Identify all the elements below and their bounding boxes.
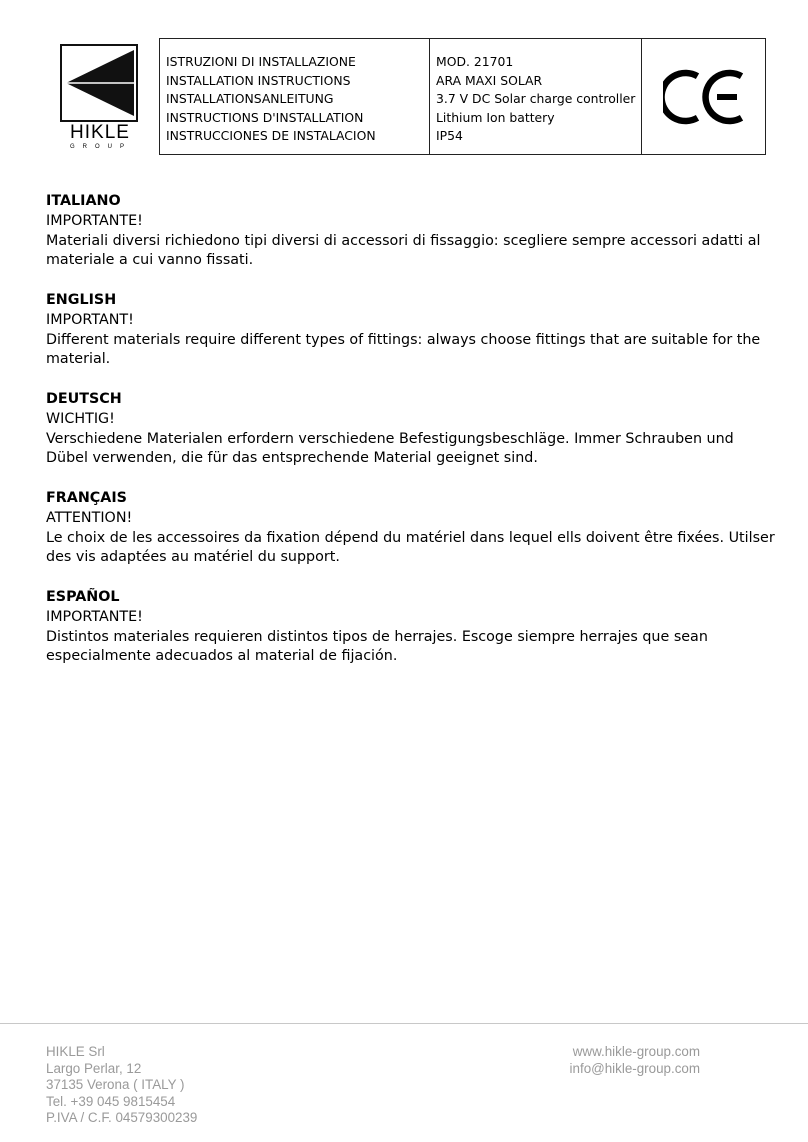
section-language: ITALIANO: [46, 193, 121, 209]
footer-divider: [0, 1023, 808, 1024]
logo-wordmark: HIKLE: [70, 122, 130, 143]
section-warning: ATTENTION!: [46, 509, 133, 526]
footer-phone: Tel. +39 045 9815454: [46, 1093, 176, 1109]
title-german: INSTALLATIONSANLEITUNG: [166, 91, 334, 106]
footer-email-link[interactable]: info@hikle-group.com: [569, 1060, 700, 1076]
footer-company: HIKLE Srl: [46, 1044, 105, 1059]
section-italiano: [46, 192, 776, 271]
section-language: ENGLISH: [46, 291, 117, 308]
section-text: Verschiedene Materialen erfordern verschiedene Befestigungsbeschläge. Immer Schrauben und Dübel verwenden, die für das entsprechende Material geeignet sind.: [46, 430, 734, 467]
section-text: Materiali diversi richiedono tipi diversi di accessori di fissaggio: scegliere sempre accessori adatti al materiale a cui vanno fissati.: [46, 232, 761, 269]
section-text: Le choix de les accessoires da fixation dépend du matériel dans lequel ells doivent être fixées. Utilser des vis adaptées au matériel du support.: [46, 529, 775, 566]
section-warning: IMPORTANTE!: [46, 608, 143, 625]
instruction-titles-cell: [160, 39, 430, 154]
footer-address: [46, 1044, 197, 1127]
ce-mark-icon: [663, 66, 745, 128]
title-french: INSTRUCTIONS D'INSTALLATION: [166, 109, 364, 125]
footer-contacts: [570, 1044, 700, 1077]
footer-street: Largo Perlar, 12: [46, 1060, 142, 1076]
section-deutsch: [46, 390, 776, 469]
instructions-content: [46, 192, 776, 687]
battery-type: Lithium Ion battery: [436, 109, 555, 125]
section-warning: IMPORTANT!: [46, 311, 134, 328]
section-text: Distintos materiales requieren distintos tipos de herrajes. Escoge siempre herrajes que sean especialmente adecuados al material de fijación.: [46, 628, 708, 665]
company-logo: [60, 44, 140, 152]
header-info-table: [159, 38, 766, 155]
logo-triangle-icon: [62, 46, 136, 120]
section-warning: IMPORTANTE!: [46, 212, 143, 229]
section-language: ESPAÑOL: [46, 588, 120, 605]
section-francais: [46, 489, 776, 568]
section-warning: WICHTIG!: [46, 410, 115, 427]
product-name: ARA MAXI SOLAR: [436, 72, 543, 88]
section-espanol: [46, 588, 776, 667]
model-info-cell: [430, 39, 642, 154]
logo-emblem: [60, 44, 138, 122]
footer-vat: P.IVA / C.F. 04579300239: [46, 1110, 198, 1125]
title-italian: ISTRUZIONI DI INSTALLAZIONE: [166, 54, 356, 69]
ip-rating: IP54: [436, 128, 463, 143]
model-number: MOD. 21701: [436, 54, 514, 69]
section-text: Different materials require different types of fittings: always choose fittings that are suitable for the material.: [46, 331, 761, 368]
section-language: DEUTSCH: [46, 390, 122, 407]
title-spanish: INSTRUCCIONES DE INSTALACION: [166, 128, 376, 143]
title-english: INSTALLATION INSTRUCTIONS: [166, 72, 351, 88]
ce-mark-cell: [642, 39, 765, 154]
section-english: [46, 291, 776, 370]
logo-subtitle: GROUP: [69, 144, 132, 150]
footer-website-link[interactable]: www.hikle-group.com: [572, 1044, 700, 1059]
footer-city: 37135 Verona ( ITALY ): [46, 1077, 185, 1092]
section-language: FRANÇAIS: [46, 489, 127, 506]
product-spec: 3.7 V DC Solar charge controller: [436, 91, 636, 106]
